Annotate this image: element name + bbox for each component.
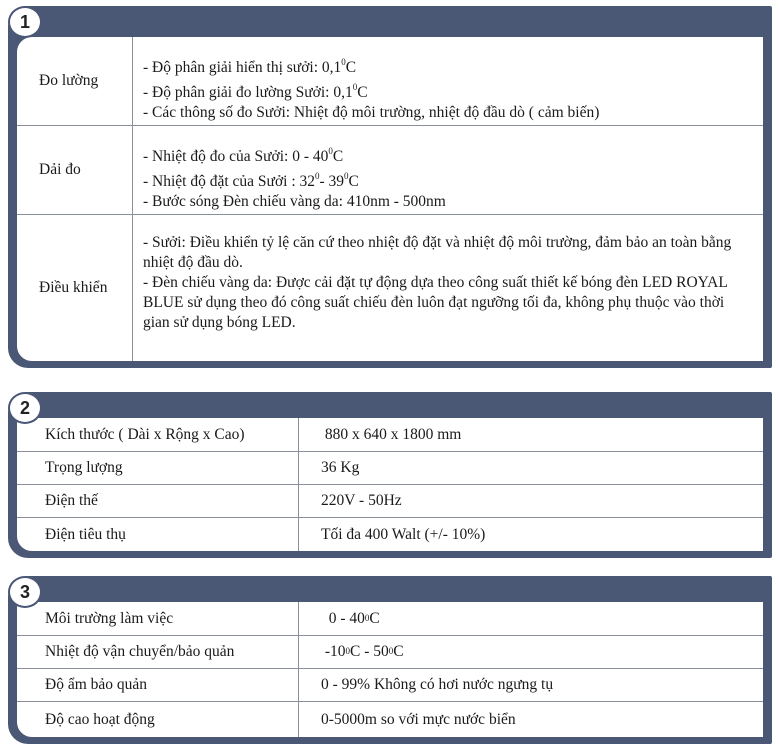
row-label: Điện tiêu thụ: [17, 518, 299, 551]
row-content: [143, 142, 753, 212]
table-row: [17, 518, 763, 551]
row-label: Kích thước ( Dài x Rộng x Cao): [17, 418, 299, 451]
table-row: [17, 215, 763, 361]
content-line: - Các thông số đo Sưởi: Nhiệt độ môi trường, nhiệt độ đầu dò ( cảm biến): [143, 104, 600, 122]
content-line: - Độ phân giải hiển thị sưởi: $0,1^0C$: [143, 57, 357, 77]
row-value: Tối đa 400 Walt (+/- 10%): [321, 525, 486, 543]
content-line: - Bước sóng Đèn chiếu vàng da: 410nm - 500nm: [143, 193, 446, 211]
table-row: [17, 669, 763, 702]
row-label: Dải đo: [17, 126, 133, 214]
table-row: [17, 37, 763, 126]
content-line: - Độ phân giải đo lường Sưởi: $0,1^0C$: [143, 82, 368, 102]
row-label: Độ cao hoạt động: [17, 702, 299, 737]
spec-section-2: [8, 392, 772, 558]
row-value: 0 - 40 $^0$ C: [321, 609, 380, 627]
section-2-badge: 2: [8, 392, 42, 424]
content-paragraph: - Đèn chiếu vàng da: Được cải đặt tự động dựa theo công suất thiết kế bóng đèn LED ROYAL BLUE sử dụng theo đó công suất chiếu đèn luôn đạt ngưỡng tối đa, không phụ thuộc vào thời gian sử dụng bóng LED.: [143, 274, 728, 331]
section-1-table: [16, 36, 764, 362]
row-label: Điều khiển: [17, 215, 133, 361]
row-value: 880 x 640 x 1800 mm: [321, 425, 462, 443]
row-label: Độ ẩm bảo quản: [17, 669, 299, 701]
content-paragraph: - Sưởi: Điều khiển tỷ lệ căn cứ theo nhiệt độ đặt và nhiệt độ môi trường, đảm bảo an toàn bằng nhiệt độ đầu dò.: [143, 234, 732, 271]
row-label: Trọng lượng: [17, 452, 299, 484]
row-value: 36 Kg: [321, 459, 360, 476]
section-3-table: [16, 601, 764, 738]
row-value: 220V - 50Hz: [321, 492, 402, 509]
spec-section-1: [8, 6, 772, 368]
table-row: [17, 602, 763, 636]
row-value: -10 $^0$ C - 50 $^0$ C: [321, 643, 404, 660]
table-row: [17, 636, 763, 669]
content-line: - Nhiệt độ đo của Sưởi: $0 - 40^0C$: [143, 146, 344, 166]
row-content: [143, 233, 753, 333]
row-label: Nhiệt độ vận chuyển/bảo quản: [17, 636, 299, 668]
row-label: Điện thế: [17, 485, 299, 517]
row-label: Đo lường: [17, 37, 133, 125]
section-3-badge: 3: [8, 576, 42, 608]
row-value: 0-5000m so với mực nước biển: [321, 710, 516, 728]
table-row: [17, 418, 763, 452]
spec-section-3: [8, 576, 772, 744]
section-2-table: [16, 417, 764, 552]
content-line: - Nhiệt độ đặt của Sưởi : $32^0-$ $39^0C$: [143, 171, 359, 191]
table-row: [17, 485, 763, 518]
table-row: [17, 126, 763, 215]
row-label: Môi trường làm việc: [17, 602, 299, 635]
row-value: 0 - 99% Không có hơi nước ngưng tụ: [321, 676, 554, 693]
table-row: [17, 452, 763, 485]
row-content: [143, 53, 753, 123]
section-1-badge: 1: [8, 6, 42, 38]
table-row: [17, 702, 763, 737]
